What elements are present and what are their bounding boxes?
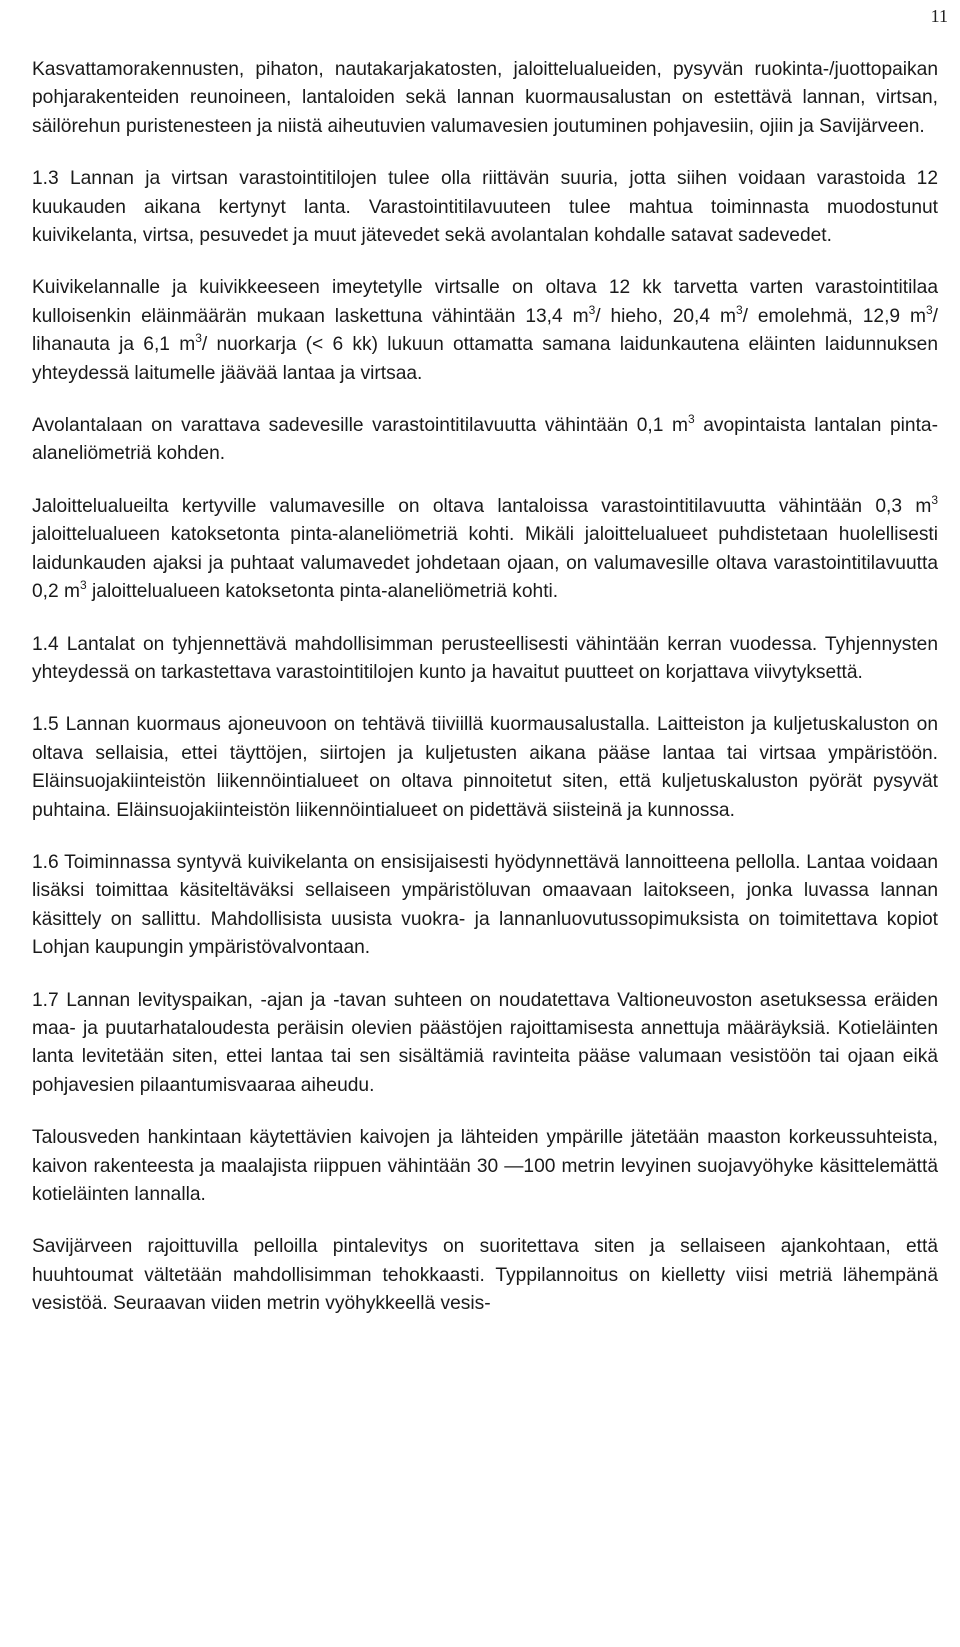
page-number: 11 [930, 6, 948, 26]
paragraph-1-7-spreading: 1.7 Lannan levityspaikan, -ajan ja -tavan suhteen on noudatettava Valtioneuvoston asetuksessa eräiden maa- ja puutarhataloudesta peräisin olevien päästöjen rajoittamisesta annettuja määräyksiä. Kotieläinten lanta levitetään siten, ettei lantaa tai sen sisältämiä ravinteita pääse valumaan vesistöön tai ojaan eikä pohjavesien pilaantumisvaaraa aiheudu. [32, 989, 938, 1096]
paragraph-open-storage-rainwater: Avolantalaan on varattava sadevesille varastointitilavuutta vähintään 0,1 $m^3$ avopintaista lantalan pinta-alaneliömetriä kohden. [32, 412, 938, 465]
paragraph-well-protection-zone: Talousveden hankintaan käytettävien kaivojen ja lähteiden ympärille jätetään maaston korkeussuhteista, kaivon rakenteesta ja maalajista riippuen vähintään 30 —100 metrin levyinen suojavyöhyke käsittelemättä kotieläinten lannalla. [32, 1127, 938, 1205]
document-body [32, 56, 938, 1343]
paragraph-1-4-emptying: 1.4 Lantalat on tyhjennettävä mahdollisimman perusteellisesti vähintään kerran vuodessa. Tyhjennysten yhteydessä on tarkastettava varastointitilojen kunto ja havaitut puutteet on korjattava viivytyksettä. [32, 633, 938, 683]
paragraph-bedding-manure-storage: Kuivikelannalle ja kuivikkeeseen imeytetylle virtsalle on oltava 12 kk tarvetta varten varastointitilaa kulloisenkin eläinmäärän mukaan laskettuna vähintään 13,4 $m^3/$ hieho, 20,4 $m^3/$ emolehmä, 12,9 $m^3/$ lihanauta ja 6,1 $m^3/$ nuorkarja (< 6 kk) lukuun ottamatta samana laidunkautena eläinten laidunnuksen yhteydessä laitumelle jäävää lantaa ja virtsaa. [32, 277, 938, 384]
paragraph-savijarvi-fields: Savijärveen rajoittuvilla pelloilla pintalevitys on suoritettava siten ja sellaiseen ajankohtaan, että huuhtoumat vältetään mahdollisimman tehokkaasti. Typpilannoitus on kielletty viisi metriä lähempänä vesistöä. Seuraavan viiden metrin vyöhykkeellä vesis- [32, 1236, 938, 1315]
paragraph-construction-requirements: Kasvattamorakennusten, pihaton, nautakarjakatosten, jaloittelualueiden, pysyvän ruokinta-/juottopaikan pohjarakenteiden reunoineen, lantaloiden sekä lannan kuormausalustan on estettävä lannan, virtsan, säilörehun puristenesteen ja niistä aiheutuvien valumavesien joutuminen pohjavesiin, ojiin ja Savijärveen. [32, 59, 938, 137]
paragraph-exercise-area-runoff: Jaloittelualueilta kertyville valumavesille on oltava lantaloissa varastointitilavuutta vähintään 0,3 $m^3$ jaloittelualueen katoksetonta pinta-alaneliömetriä kohti. Mikäli jaloittelualueet puhdistetaan huolellisesti laidunkauden ajaksi ja puhtaat valumavedet johdetaan ojaan, on valumavesille oltava varastointitilavuutta 0,2 $m^3$ jaloittelualueen katoksetonta pinta-alaneliömetriä kohti. [32, 492, 938, 603]
paragraph-1-6-utilization: 1.6 Toiminnassa syntyvä kuivikelanta on ensisijaisesti hyödynnettävä lannoitteena pellolla. Lantaa voidaan lisäksi toimittaa käsiteltäväksi sellaiseen ympäristöluvan omaavaan laitokseen, jonka luvassa lannan käsittely on sallittu. Mahdollisista uusista vuokra- ja lannanluovutussopimuksista on toimitettava kopiot Lohjan kaupungin ympäristövalvontaan. [32, 851, 938, 959]
paragraph-1-5-loading: 1.5 Lannan kuormaus ajoneuvoon on tehtävä tiiviillä kuormausalustalla. Laitteiston ja kuljetuskaluston on oltava sellaisia, ettei täyttöjen, siirtojen ja kuljetusten aikana pääse lantaa tai virtsaa ympäristöön. Eläinsuojakiinteistön liikennöintialueet on oltava pinnoitetut siten, että kuljetuskaluston pyörät pysyvät puhtaina. Eläinsuojakiinteistön liikennöintialueet on pidettävä siisteinä ja kunnossa. [32, 714, 938, 821]
paragraph-1-3-storage-capacity: 1.3 Lannan ja virtsan varastointitilojen tulee olla riittävän suuria, jotta siihen voidaan varastoida 12 kuukauden aikana kertynyt lanta. Varastointitilavuuteen tulee mahtua toiminnasta muodostunut kuivikelanta, virtsa, pesuvedet ja muut jätevedet sekä avolantalan kohdalle satavat sadevedet. [32, 168, 938, 247]
